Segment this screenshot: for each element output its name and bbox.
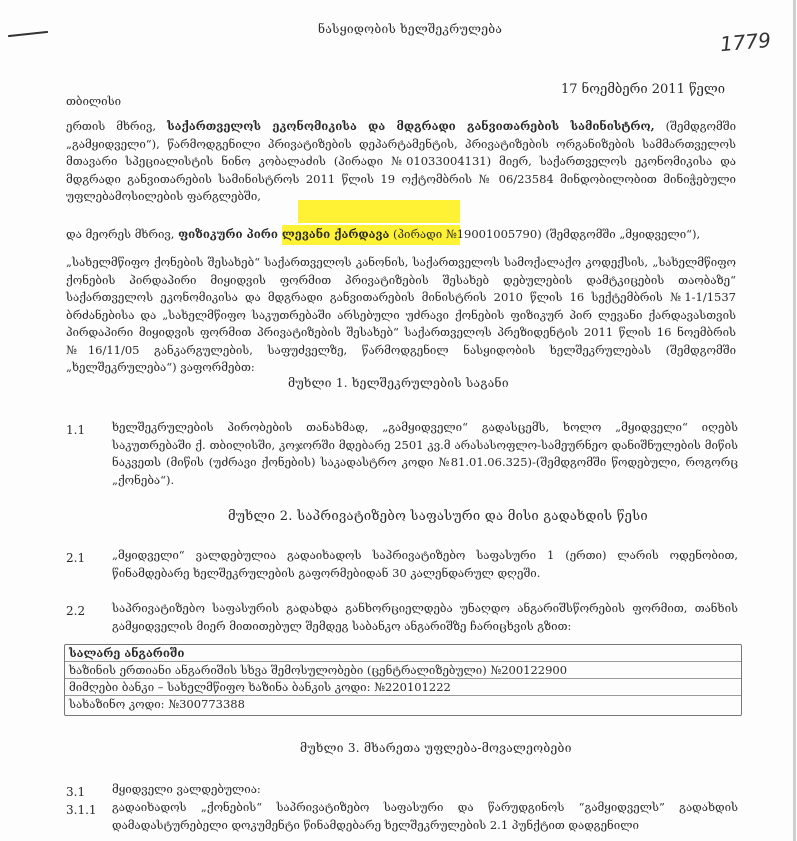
bank-details-table — [64, 644, 742, 716]
paragraph-text: (შემდგომში „გამყიდველი“), წარმოდგენილი პრივატიზების დეპარტამენტის, პრივატიზების ორგანიზების სამმართველოს მთავარი სპეციალისტის ნინო კობალაძის (პირადი №01033004131) მიერ, საქართველოს ეკონომიკისა და მდგრადი განვითარების სამინისტროს 2011 წლის 19 ოქტომბრის № 06/23584 მინდობილობით მინიჭებული უფლებამოსილების ფარგლებში, — [66, 119, 737, 203]
clause-text: საპრივატიზებო საფასურის გადახდა განხორციელდება უნაღდო ანგარიშსწორების ფორმით, თანხის გამყიდველის მიერ მითითებულ შემდეგ საბანკო ანგარიშზე ჩარიცხვის გზით: — [112, 601, 738, 633]
party-buyer-paragraph — [66, 226, 736, 244]
bank-row: სალარე ანგარიში — [65, 645, 741, 662]
article-1-heading: მუხლი 1. ხელშეკრულების საგანი — [288, 376, 509, 390]
document-city: თბილისი — [66, 94, 122, 108]
paragraph-text: და მეორეს მხრივ, — [66, 227, 179, 241]
buyer-name: ფიზიკური პირი ლევანი ქარდავა — [178, 227, 390, 241]
paragraph-text: ერთის მხრივ, — [66, 119, 168, 133]
paragraph-text: (პირადი №19001005790) (შემდგომში „მყიდველი“), — [389, 227, 701, 241]
document-date: 17 ნოემბერი 2011 წელი — [561, 82, 725, 97]
document-title: ნასყიდობის ხელშეკრულება — [318, 22, 503, 36]
pen-mark — [8, 31, 48, 37]
article-2-heading: მუხლი 2. საპრივატიზებო საფასური და მისი გადახდის წესი — [228, 509, 648, 524]
bank-row: მიმღები ბანკი – სახელმწიფო ხაზინა ბანკის კოდი: №220101222 — [65, 679, 741, 696]
clause-text: ხელშეკრულების პირობების თანახმად, „გამყიდველი“ გადასცემს, ხოლო „მყიდველი“ იღებს საკუთრებაში ქ. თბილისში, კოჯორში მდებარე 2501 კვ.მ არასასოფლო-სამეურნეო დანიშნულების მიწის ნაკვეთს (მიწის (უძრავი ქონების) საკადასტრო კოდი №81.01.06.325)-(შემდგომში წოდებული, როგორც „ქონება“). — [112, 420, 738, 487]
clause-text: მყიდველი ვალდებულია: — [112, 782, 261, 796]
clause-number: 1.1 — [66, 423, 86, 437]
legal-basis-paragraph: „სახელმწიფო ქონების შესახებ“ საქართველოს კანონის, საქართველოს სამოქალაქო კოდექსის, „სახელმწიფო ქონების პირდაპირი მიყიდვის ფორმით პრივატიზების შესახებ დებულების დამტკიცების თაობაზე“ საქართველოს ეკონომიკისა და მდგრადი განვითარების მინისტრის 2010 წლის 16 სექტემბრის №1-1/1537 ბრძანებისა და „სახელმწიფო საკუთრებაში არსებული უძრავი ქონების ფიზიკურ პირ ლევანი ქარდავასთვის პირდაპირი მიყიდვის ფორმით პრივატიზების შესახებ“ საქართველოს პრეზიდენტის 2011 წლის 16 ნოემბრის №16/11/05 განკარგულების, საფუძველზე, წარმოდგენილ ნასყიდობის ხელშეკრულებას (შემდგომში „ხელშეკრულება“) ვაფორმებთ: — [66, 255, 736, 374]
seller-name: საქართველოს ეკონომიკისა და მდგრადი განვითარების სამინისტრო, — [167, 119, 655, 133]
clause-number: 2.1 — [66, 551, 86, 565]
clause-text: „მყიდველი“ ვალდებულია გადაიხადოს საპრივატიზებო საფასური 1 (ერთი) ლარის ოდენობით, წინამდებარე ხელშეკრულების გაფორმებიდან 30 კალენდარულ დღეში. — [112, 548, 738, 580]
party-seller-paragraph — [66, 118, 736, 206]
clause-number: 2.2 — [66, 604, 86, 618]
bank-row: სახაზინო კოდი: №300773388 — [69, 697, 245, 711]
clause-text: გადაიხადოს „ქონების“ საპრივატიზებო საფასური და წარუდგინოს “გამყიდველს” გადახდის დამადასტურებელი დოკუმენტი წინამდებარე ხელშეკრულების 2.1 პუნქტით დადგენილი — [112, 800, 738, 832]
handwritten-page-number: 1779 — [719, 27, 772, 57]
article-3-heading: მუხლი 3. მხარეთა უფლება-მოვალეობები — [300, 741, 572, 755]
clause-number: 3.1 — [66, 785, 86, 799]
clause-number: 3.1.1 — [66, 803, 97, 817]
bank-row: ხაზინის ერთიანი ანგარიშის სხვა შემოსულობები (ცენტრალიზებული) №200122900 — [65, 662, 741, 679]
